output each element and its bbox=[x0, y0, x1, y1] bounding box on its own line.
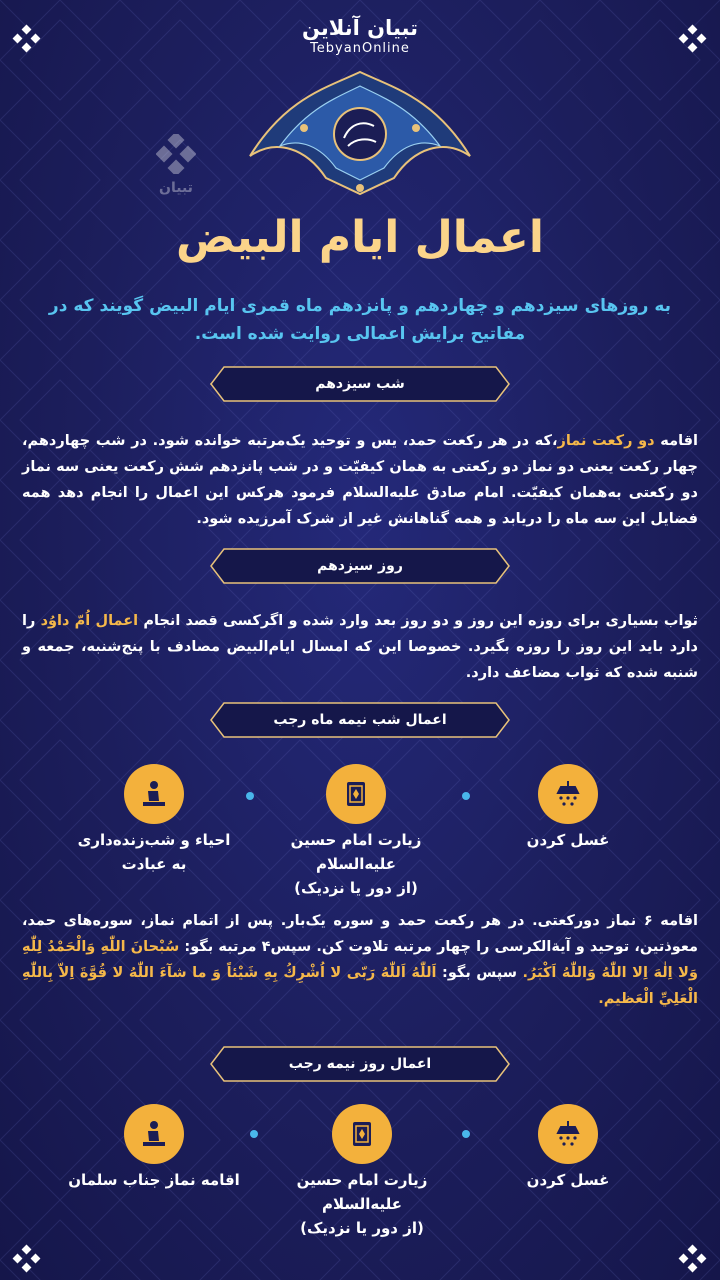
prayer-icon bbox=[124, 764, 184, 824]
item-label: زیارت امام حسین علیه‌السلام bbox=[296, 1171, 428, 1213]
book-icon bbox=[326, 764, 386, 824]
item-label: غسل کردن bbox=[526, 1171, 610, 1189]
para-text: اقامه ۶ نماز دورکعتی. در هر رکعت حمد و سوره یک‌بار. پس از اتمام نماز، سوره‌های حمد، معوذتین، توحید و آیةالکرسی را چهار مرتبه تلاوت کن. سپس۴ مرتبه بگو: bbox=[22, 913, 698, 955]
item-caption bbox=[262, 1168, 462, 1240]
para-highlight: اَللّٰهُ اَللّٰهُ رَبّى لا اُشْرِكُ بِهِ شَيْئاً وَ ما شآءَ اللّٰهُ لا قُوَّةَ اِلاّ بِاللّٰهِ الْعَلِيِّ الْعَظيم. bbox=[22, 965, 698, 1007]
para-text: را دارد باید این روز را روزه بگیرد. خصوصا این که امسال ایام‌البیض مصادف با پنج‌شنبه، جمعه و شنبه شده که ثواب مضاعف دارد. bbox=[22, 613, 698, 681]
para-text: ثواب بسیاری برای روزه این روز و دو روز بعد وارد شده و اگرکسی قصد انجام bbox=[138, 613, 698, 629]
shower-icon bbox=[538, 1104, 598, 1164]
item-label: غسل کردن bbox=[526, 831, 610, 849]
brand-logo bbox=[0, 16, 720, 56]
section-paragraph bbox=[22, 608, 698, 686]
page-subtitle: به روزهای سیزدهم و چهاردهم و پانزدهم ماه قمری ایام البیض گویند که در مفاتیح برایش اعمالی روایت شده است. bbox=[48, 296, 672, 344]
brand-name-fa: تبیان آنلاین bbox=[302, 16, 418, 40]
arabesque-ornament bbox=[244, 68, 476, 198]
section-banner bbox=[210, 548, 510, 584]
section-banner bbox=[210, 366, 510, 402]
prayer-icon bbox=[124, 1104, 184, 1164]
section-heading: اعمال شب نیمه ماه رجب bbox=[273, 712, 447, 728]
brand-name-en: TebyanOnline bbox=[310, 41, 410, 56]
separator-dot bbox=[250, 1130, 258, 1138]
watermark-logo bbox=[146, 134, 206, 196]
item-label: زیارت امام حسین علیه‌السلام bbox=[290, 831, 422, 873]
section-heading: روز سیزدهم bbox=[317, 558, 403, 574]
item-label-2: (از دور یا نزدیک) bbox=[294, 879, 418, 897]
tebyan-logo-icon bbox=[156, 134, 196, 174]
section-paragraph bbox=[22, 908, 698, 1012]
item-caption bbox=[54, 1168, 254, 1192]
item-label-2: به عبادت bbox=[121, 855, 187, 873]
shower-icon bbox=[538, 764, 598, 824]
section-paragraph bbox=[22, 428, 698, 532]
item-label: اقامه نماز جناب سلمان bbox=[68, 1171, 240, 1189]
para-highlight: سُبْحانَ اللّٰهِ وَالْحَمْدُ لِلّٰهِ وَلا اِلٰهَ اِلا اللّٰهُ وَاللّٰهُ اَكْبَرُ. bbox=[22, 939, 698, 981]
corner-ornament bbox=[680, 1246, 706, 1272]
para-text: اقامه bbox=[654, 433, 698, 449]
section-banner bbox=[210, 702, 510, 738]
para-text: سپس بگو: bbox=[436, 965, 523, 981]
book-icon bbox=[332, 1104, 392, 1164]
para-highlight: دو رکعت نماز bbox=[557, 433, 655, 449]
item-label: احیاء و شب‌زنده‌داری bbox=[77, 831, 231, 849]
section-heading: اعمال روز نیمه رجب bbox=[288, 1056, 432, 1072]
page-title: اعمال ایام البیض bbox=[176, 212, 544, 263]
item-caption bbox=[468, 828, 668, 852]
section-heading: شب سیزدهم bbox=[315, 376, 405, 392]
item-caption bbox=[468, 1168, 668, 1192]
item-caption bbox=[54, 828, 254, 876]
item-caption bbox=[256, 828, 456, 900]
separator-dot bbox=[246, 792, 254, 800]
section-banner bbox=[210, 1046, 510, 1082]
para-text: ،که در هر رکعت حمد، یس و توحید یک‌مرتبه خوانده شود. در شب چهاردهم، چهار رکعت یعنی دو نماز دو رکعتی به همان کیفیّت و در شب پانزدهم شش رکعت یعنی سه نماز دو رکعتی به‌همان کیفیّت. امام صادق علیه‌السلام فرمود هرکس این اعمال را انجام دهد همه فضایل این سه ماه را دریابد و همه گناهانش غیر از شرک آمرزیده شود. bbox=[22, 433, 698, 527]
watermark-text: تبیان bbox=[159, 180, 193, 196]
corner-ornament bbox=[14, 1246, 40, 1272]
separator-dot bbox=[462, 1130, 470, 1138]
para-highlight: اعمال اُمّ داوُد bbox=[40, 613, 139, 629]
separator-dot bbox=[462, 792, 470, 800]
item-label-2: (از دور یا نزدیک) bbox=[300, 1219, 424, 1237]
